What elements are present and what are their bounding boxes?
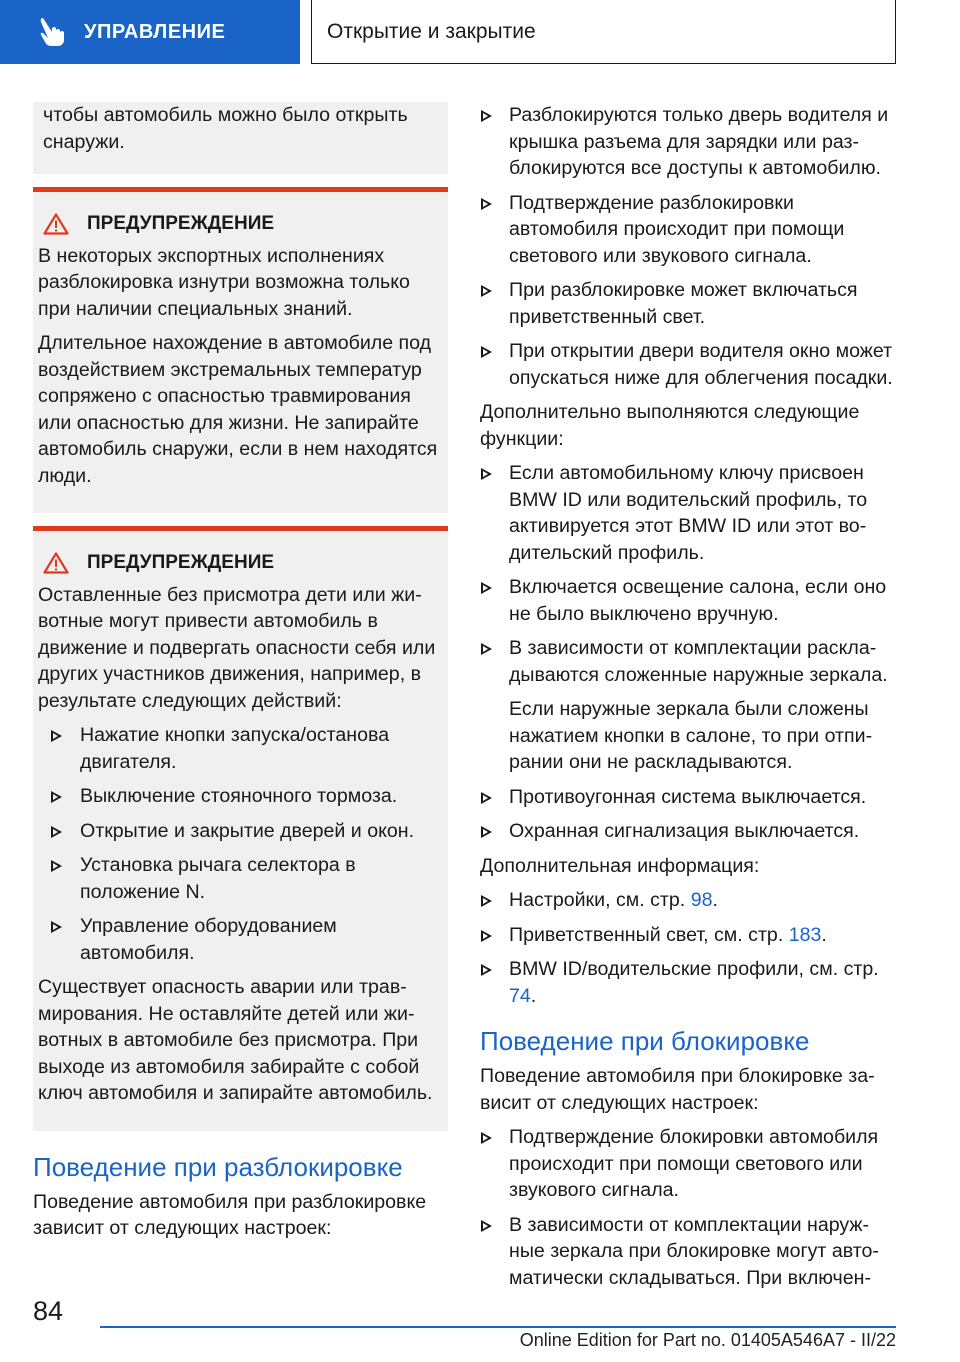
list-item: В зависимости от комплектации наружные зеркала при блокировке могут автоматически складываться. При включен- (480, 1212, 898, 1292)
list-item: Если автомобильному ключу присвоен BMW ID или водительский профиль, то активируется этот BMW ID или этот водительский профиль. (480, 460, 898, 566)
list-item: Охранная сигнализация выключается. (480, 818, 898, 845)
page-number: 84 (33, 1296, 64, 1326)
list-item: Выключение стояночного тормоза. (38, 783, 438, 810)
chapter-title: Открытие и закрытие (311, 0, 896, 64)
footer-edition: Online Edition for Part no. 01405A546A7 - II/22 (519, 1330, 896, 1350)
warning-triangle-icon (43, 552, 69, 574)
footer-divider (100, 1326, 896, 1328)
page-link[interactable]: 183 (788, 923, 822, 946)
page-link[interactable]: 74 (509, 984, 531, 1007)
list-item: Управление оборудованием автомобиля. (38, 913, 438, 966)
continued-text: чтобы автомобиль можно было открыть снаружи. (43, 104, 408, 153)
warning-title: ПРЕДУПРЕЖДЕНИЕ (87, 213, 275, 234)
list-item (480, 635, 898, 776)
list-item: Включается освещение салона, если оно не было выключено вручную. (480, 574, 898, 627)
list-item: При открытии двери водителя окно может опускаться ниже для облегчения посадки. (480, 338, 898, 391)
references-list (480, 887, 898, 1009)
list-item-subtext: Если наружные зеркала были сложены нажатием кнопки в салоне, то при отпирании они не раскладываются. (509, 698, 873, 773)
list-item: Подтверждение блокировки автомобиля происходит при помощи светового или звукового сигнала. (480, 1124, 898, 1204)
reference-item: BMW ID/водительские профили, см. стр. 74. (480, 956, 898, 1009)
paragraph: Поведение автомобиля при блокировке зависит от следующих настроек: (480, 1065, 875, 1114)
hand-pointer-icon (40, 17, 66, 47)
paragraph: Дополнительно выполняются следующие функции: (480, 401, 860, 450)
section-heading-lock: Поведение при блокировке (480, 1026, 810, 1056)
warning-text: Длительное нахождение в автомобиле под воздействием экстремальных температур сопряжено с опасностью травмирования или опасностью для жизни. Не запирайте автомобиль снаружи, если в нем находятся люди. (38, 332, 438, 487)
list-item: Подтверждение разблокировки автомобиля происходит при помощи светового или звукового сигнала. (480, 190, 898, 270)
section-heading-unlock: Поведение при разблокировке (33, 1151, 403, 1182)
warning-text: В некоторых экспортных исполнениях разблокировка изнутри возможна только при наличии специальных знаний. (38, 244, 410, 320)
left-column (33, 102, 448, 1250)
reference-text: Настройки, см. стр. (509, 889, 691, 911)
list-item: Противоугонная система выключается. (480, 784, 898, 811)
continued-box (33, 102, 448, 174)
warning-text: Оставленные без присмотра дети или животные могут привести автомобиль в движение и подвергать опасности себя или других участников движения, например, в результате следующих действий: (38, 583, 436, 712)
right-column (480, 102, 898, 1299)
reference-text: Приветственный свет, см. стр. (509, 923, 789, 946)
warning-triangle-icon (43, 213, 69, 235)
list-item: Разблокируются только дверь водителя и крышка разъема для зарядки или разблокируются все доступы к автомобилю. (480, 102, 898, 182)
reference-item: Настройки, см. стр. 98. (480, 887, 898, 914)
lock-list (480, 1124, 898, 1291)
reference-text: BMW ID/водительские профили, см. стр. (509, 958, 879, 980)
unlock-list (480, 102, 898, 391)
warning-text: Существует опасность аварии или травмирования. Не оставляйте детей или животных в автомобиле без присмотра. При выходе из автомобиля забирайте с собой ключ автомобиля и запирайте автомобиль. (38, 976, 433, 1104)
warning-box-1 (33, 187, 448, 513)
warning-box-2 (33, 526, 448, 1131)
paragraph: Поведение автомобиля при разблокировке зависит от следующих настроек: (33, 1190, 427, 1239)
reference-item: Приветственный свет, см. стр. 183. (480, 922, 898, 949)
list-item-text: В зависимости от комплектации раскладываются сложенные наружные зеркала. (509, 637, 888, 686)
warning-title: ПРЕДУПРЕЖДЕНИЕ (87, 552, 275, 573)
functions-list (480, 460, 898, 845)
list-item: Нажатие кнопки запуска/останова двигателя. (38, 722, 438, 775)
page-link[interactable]: 98 (690, 889, 713, 911)
list-item: При разблокировке может включаться приветственный свет. (480, 277, 898, 330)
paragraph: Дополнительная информация: (480, 854, 760, 877)
section-title: УПРАВЛЕНИЕ (84, 20, 226, 43)
list-item: Установка рычага селектора в положение N. (38, 852, 438, 905)
warning-list (38, 722, 438, 966)
list-item: Открытие и закрытие дверей и окон. (38, 818, 438, 845)
section-tab (0, 0, 300, 64)
